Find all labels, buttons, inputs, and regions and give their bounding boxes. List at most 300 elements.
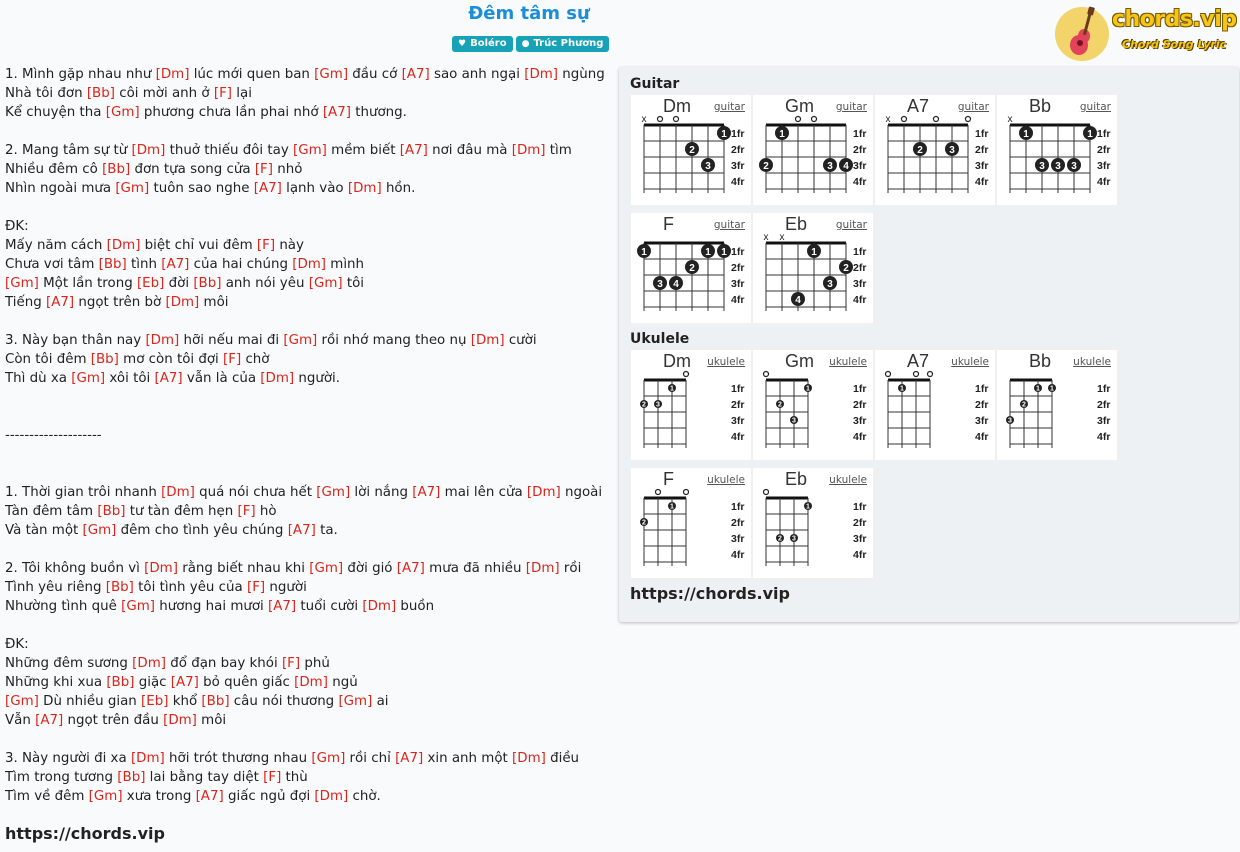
chord-mark[interactable]: [A7]	[253, 181, 282, 196]
guitar-link[interactable]: guitar	[713, 219, 745, 231]
lyric-line: Những đêm sương [Dm] đổ đạn bay khói [F] phủ	[5, 656, 330, 671]
chord-name: Eb	[785, 469, 808, 489]
open-string-marker	[966, 117, 971, 122]
chord-mark[interactable]: [Bb]	[90, 352, 119, 367]
nut	[766, 497, 808, 500]
finger-dot	[823, 158, 837, 172]
fret-label: 1fr	[731, 128, 745, 140]
fret-label: 4fr	[731, 176, 745, 188]
finger-number: 4	[843, 160, 849, 172]
finger-number: 1	[779, 128, 785, 140]
lyric-line: ĐK:	[5, 219, 29, 234]
chord-mark[interactable]: [Dm]	[155, 67, 190, 82]
artist-tag[interactable]	[516, 36, 610, 52]
open-string-marker	[928, 372, 933, 377]
finger-dot	[776, 400, 784, 409]
lyric-line: [Gm] Dù nhiều gian [Eb] khổ [Bb] câu nói thương [Gm] ai	[5, 694, 389, 709]
chord-name: F	[663, 214, 674, 234]
finger-number: 3	[792, 535, 796, 543]
fret-label: 4fr	[853, 549, 867, 561]
chord-mark[interactable]: [Bb]	[201, 694, 230, 709]
ukulele-chord-gm[interactable]	[753, 350, 873, 460]
fret-label: 2fr	[975, 399, 989, 411]
ukulele-link[interactable]: ukulele	[1073, 356, 1111, 368]
chord-mark[interactable]: [A7]	[268, 599, 297, 614]
chord-mark[interactable]: [Gm]	[82, 523, 117, 538]
chord-mark[interactable]: [Gm]	[308, 276, 343, 291]
fret-label: 1fr	[853, 501, 867, 513]
finger-dot	[804, 384, 812, 393]
fret-label: 3fr	[1097, 415, 1111, 427]
lyric-line: 1. Thời gian trôi nhanh [Dm] quá nói chưa hết [Gm] lời nắng [A7] mai lên cửa [Dm] ngoài	[5, 485, 603, 500]
guitar-link[interactable]: guitar	[1079, 101, 1111, 113]
finger-number: 1	[705, 246, 711, 258]
chord-name: Dm	[663, 351, 691, 371]
fret-label: 3fr	[975, 160, 989, 172]
lyric-line: Vẫn [A7] ngọt trên đầu [Dm] môi	[5, 713, 227, 728]
chord-mark[interactable]: [Gm]	[121, 599, 155, 614]
finger-dot	[701, 244, 715, 258]
person-icon: ●	[521, 39, 530, 49]
finger-number: 4	[795, 294, 801, 306]
chord-mark[interactable]: [F]	[223, 352, 242, 367]
finger-number: 3	[827, 278, 833, 290]
lyric-line	[5, 122, 617, 141]
chord-mark[interactable]: [F]	[281, 656, 301, 671]
fret-label: 1fr	[731, 383, 745, 395]
muted-string-marker: x	[763, 232, 769, 243]
chord-mark[interactable]: [A7]	[395, 751, 424, 766]
finger-dot	[637, 244, 651, 258]
lyric-line	[5, 312, 617, 331]
finger-number: 3	[949, 144, 955, 156]
lyric-line	[5, 464, 617, 483]
guitar-section-label: Guitar	[630, 76, 680, 92]
finger-dot	[669, 276, 683, 290]
nut	[644, 124, 724, 127]
finger-dot	[668, 502, 676, 511]
finger-number: 2	[778, 535, 782, 543]
fret-label: 2fr	[731, 517, 745, 529]
nut	[644, 242, 724, 245]
finger-number: 3	[1071, 160, 1077, 172]
chord-mark[interactable]: [Dm]	[470, 333, 505, 348]
lyric-line: 2. Tôi không buồn vì [Dm] rằng biết nhau khi [Gm] đời gió [A7] mưa đã nhiều [Dm] rồi	[5, 561, 582, 576]
finger-number: 2	[642, 401, 646, 409]
chord-name: Bb	[1029, 96, 1052, 116]
lyric-line: Và tàn một [Gm] đêm cho tình yêu chúng [A7] ta.	[5, 523, 338, 538]
chord-mark[interactable]: [Dm]	[130, 751, 165, 766]
finger-dot	[1006, 416, 1014, 425]
fret-label: 3fr	[975, 415, 989, 427]
fret-label: 1fr	[853, 246, 867, 258]
open-string-marker	[796, 117, 801, 122]
lyric-line: Chưa vơi tâm [Bb] tình [A7] của hai chúng [Dm] mình	[5, 257, 365, 272]
fret-label: 4fr	[1097, 431, 1111, 443]
finger-number: 2	[689, 262, 695, 274]
fret-label: 2fr	[731, 144, 745, 156]
fret-label: 3fr	[1097, 160, 1111, 172]
finger-dot	[775, 126, 789, 140]
muted-string-marker: x	[1007, 114, 1013, 125]
finger-number: 1	[670, 503, 674, 511]
chord-name: Bb	[1029, 351, 1052, 371]
finger-number: 1	[1023, 128, 1029, 140]
chord-mark[interactable]: [F]	[237, 504, 256, 519]
finger-number: 1	[641, 246, 647, 258]
chord-mark[interactable]: [Bb]	[105, 580, 134, 595]
lyric-line: [Gm] Một lần trong [Eb] đời [Bb] anh nói yêu [Gm] tôi	[5, 276, 365, 291]
chord-name: Dm	[663, 96, 691, 116]
finger-dot	[701, 158, 715, 172]
chord-mark[interactable]: [Dm]	[347, 181, 382, 196]
finger-dot	[1020, 400, 1028, 409]
ukulele-section-label: Ukulele	[630, 331, 690, 347]
guitar-chord-gm[interactable]	[753, 95, 873, 205]
chord-mark[interactable]: [A7]	[401, 67, 430, 82]
finger-dot	[776, 534, 784, 543]
chord-mark[interactable]: [A7]	[412, 485, 441, 500]
finger-dot	[1034, 384, 1042, 393]
finger-number: 3	[827, 160, 833, 172]
fret-label: 4fr	[1097, 176, 1111, 188]
chord-mark[interactable]: [Eb]	[136, 276, 165, 291]
fret-label: 2fr	[853, 144, 867, 156]
guitar-link[interactable]: guitar	[713, 101, 745, 113]
chord-mark[interactable]: [Bb]	[102, 162, 131, 177]
finger-number: 1	[721, 246, 727, 258]
chord-mark[interactable]: [Gm]	[316, 485, 351, 500]
open-string-marker	[812, 117, 817, 122]
chord-mark[interactable]: [Gm]	[71, 371, 106, 386]
fret-label: 3fr	[731, 160, 745, 172]
chord-name: A7	[907, 96, 930, 116]
nut	[1010, 124, 1090, 127]
chord-mark[interactable]: [Dm]	[163, 713, 197, 728]
lyric-line	[5, 445, 617, 464]
finger-dot	[1019, 126, 1033, 140]
finger-dot	[759, 158, 773, 172]
song-tags	[452, 36, 609, 52]
finger-dot	[1067, 158, 1081, 172]
ukulele-chord-f[interactable]	[631, 468, 751, 578]
chord-mark[interactable]: [Gm]	[338, 694, 373, 709]
chord-mark[interactable]: [A7]	[170, 675, 199, 690]
ukulele-chord-a7[interactable]	[875, 350, 995, 460]
chord-name: A7	[907, 351, 930, 371]
lyric-line	[5, 616, 617, 635]
finger-number: 2	[642, 519, 646, 527]
muted-string-marker: x	[779, 232, 785, 243]
fret-label: 2fr	[731, 399, 745, 411]
fret-label: 2fr	[853, 399, 867, 411]
chord-mark[interactable]: [Gm]	[115, 181, 150, 196]
finger-number: 1	[1050, 385, 1054, 393]
lyric-line: Thì dù xa [Gm] xôi tôi [A7] vẫn là của [Dm] người.	[5, 371, 340, 386]
finger-number: 3	[792, 417, 796, 425]
chord-mark[interactable]: [F]	[263, 770, 282, 785]
finger-number: 1	[1036, 385, 1040, 393]
genre-label: Boléro	[470, 38, 507, 49]
finger-number: 2	[689, 144, 695, 156]
finger-number: 2	[1022, 401, 1026, 409]
chord-mark[interactable]: [Gm]	[283, 333, 318, 348]
lyric-line	[5, 388, 617, 407]
ukulele-link[interactable]: ukulele	[707, 356, 745, 368]
lyric-line: Nhường tình quê [Gm] hương hai mươi [A7] tuổi cười [Dm] buồn	[5, 599, 435, 614]
finger-dot	[668, 384, 676, 393]
chord-mark[interactable]: [Dm]	[145, 333, 180, 348]
finger-dot	[823, 276, 837, 290]
panel-url[interactable]: https://chords.vip	[630, 584, 790, 603]
finger-number: 1	[806, 385, 810, 393]
ukulele-link[interactable]: ukulele	[829, 356, 867, 368]
finger-dot	[717, 126, 731, 140]
lyric-line: Tình yêu riêng [Bb] tôi tình yêu của [F] người	[5, 580, 307, 595]
lyric-line: 3. Này bạn thân nay [Dm] hỡi nếu mai đi [Gm] rồi nhớ mang theo nụ [Dm] cười	[5, 333, 537, 348]
chord-mark[interactable]: [Dm]	[524, 67, 559, 82]
open-string-marker	[674, 117, 679, 122]
finger-number: 3	[1008, 417, 1012, 425]
fret-label: 1fr	[731, 501, 745, 513]
finger-number: 2	[763, 160, 769, 172]
open-string-marker	[656, 490, 661, 495]
nut	[766, 124, 846, 127]
finger-dot	[898, 384, 906, 393]
open-string-marker	[886, 372, 891, 377]
chord-mark[interactable]: [Bb]	[117, 770, 146, 785]
lyric-line: ĐK:	[5, 637, 29, 652]
chord-mark[interactable]: [Gm]	[311, 751, 346, 766]
lyric-line: Nhìn ngoài mưa [Gm] tuôn sao nghe [A7] lạnh vào [Dm] hồn.	[5, 181, 416, 196]
chord-mark[interactable]: [A7]	[154, 371, 183, 386]
lyric-line: Tìm về đêm [Gm] xưa trong [A7] giấc ngủ đợi [Dm] chờ.	[5, 789, 381, 804]
chord-mark[interactable]: [Dm]	[512, 751, 546, 766]
finger-dot	[1051, 158, 1065, 172]
chord-mark[interactable]: [Dm]	[165, 295, 200, 310]
fret-label: 1fr	[975, 383, 989, 395]
ukulele-chord-dm[interactable]	[631, 350, 751, 460]
guitar-chord-eb[interactable]	[753, 213, 873, 323]
finger-number: 2	[917, 144, 923, 156]
chord-mark[interactable]: [Gm]	[5, 694, 39, 709]
chord-mark[interactable]: [Gm]	[105, 105, 140, 120]
chord-mark[interactable]: [Dm]	[294, 675, 328, 690]
finger-dot	[685, 260, 699, 274]
chord-mark[interactable]: [Bb]	[193, 276, 222, 291]
fret-label: 3fr	[853, 415, 867, 427]
finger-number: 1	[721, 128, 727, 140]
chord-mark[interactable]: [Eb]	[141, 694, 169, 709]
fret-label: 2fr	[1097, 144, 1111, 156]
genre-tag[interactable]	[452, 36, 513, 52]
nut	[766, 242, 846, 245]
chord-mark[interactable]: [A7]	[322, 105, 351, 120]
lyric-line: Còn tôi đêm [Bb] mơ còn tôi đợi [F] chờ	[5, 352, 270, 367]
fret-label: 1fr	[853, 383, 867, 395]
fret-label: 3fr	[853, 533, 867, 545]
fret-label: 2fr	[853, 517, 867, 529]
fret-label: 3fr	[731, 415, 745, 427]
finger-number: 1	[806, 503, 810, 511]
guitar-link[interactable]: guitar	[957, 101, 989, 113]
chord-mark[interactable]: [Gm]	[88, 789, 123, 804]
finger-dot	[653, 276, 667, 290]
open-string-marker	[764, 490, 769, 495]
finger-dot	[717, 244, 731, 258]
lyric-line	[5, 407, 617, 426]
finger-dot	[913, 142, 927, 156]
chord-mark[interactable]: [Gm]	[314, 67, 349, 82]
lyric-line: Nhiều đêm cô [Bb] đơn tựa song cửa [F] nhỏ	[5, 162, 303, 177]
open-string-marker	[684, 490, 689, 495]
fret-label: 4fr	[853, 176, 867, 188]
chord-mark[interactable]: [F]	[213, 86, 233, 101]
chord-mark[interactable]: [F]	[247, 580, 266, 595]
lyric-line: Kể chuyện tha [Gm] phương chưa lần phai nhớ [A7] thương.	[5, 105, 407, 120]
finger-number: 3	[705, 160, 711, 172]
lyric-line: Nhà tôi đơn [Bb] côi mời anh ở [F] lại	[5, 86, 252, 101]
ukulele-chord-bb[interactable]	[997, 350, 1117, 460]
chord-mark[interactable]: [Dm]	[161, 485, 195, 500]
chord-name: Gm	[785, 351, 814, 371]
ukulele-link[interactable]: ukulele	[829, 474, 867, 486]
open-string-marker	[658, 117, 663, 122]
footer-url[interactable]: https://chords.vip	[5, 824, 165, 843]
chord-mark[interactable]: [Dm]	[260, 371, 295, 386]
fret-label: 2fr	[853, 262, 867, 274]
ukulele-chord-eb[interactable]	[753, 468, 873, 578]
fret-label: 1fr	[731, 246, 745, 258]
finger-number: 2	[778, 401, 782, 409]
fret-label: 4fr	[975, 431, 989, 443]
guitar-link[interactable]: guitar	[835, 101, 867, 113]
finger-dot	[1083, 126, 1097, 140]
open-string-marker	[914, 372, 919, 377]
fret-label: 1fr	[853, 128, 867, 140]
fret-label: 2fr	[1097, 399, 1111, 411]
logo-subtitle: Chord Song Lyric	[1122, 38, 1227, 51]
chord-mark[interactable]: [A7]	[399, 143, 428, 158]
fret-label: 3fr	[853, 278, 867, 290]
open-string-marker	[764, 372, 769, 377]
artist-label: Trúc Phương	[533, 38, 604, 49]
chord-mark[interactable]: [A7]	[287, 523, 316, 538]
guitar-link[interactable]: guitar	[835, 219, 867, 231]
chord-mark[interactable]: [A7]	[195, 789, 224, 804]
guitar-chord-f[interactable]	[631, 213, 751, 323]
chord-mark[interactable]: [Dm]	[292, 257, 327, 272]
finger-number: 1	[1087, 128, 1093, 140]
fret-label: 4fr	[731, 549, 745, 561]
guitar-chord-dm[interactable]	[631, 95, 751, 205]
lyric-line: --------------------	[5, 428, 102, 443]
chord-mark[interactable]: [Dm]	[132, 656, 166, 671]
guitar-logo-icon	[1053, 3, 1113, 63]
lyric-line: Tàn đêm tâm [Bb] tư tàn đêm hẹn [F] hò	[5, 504, 277, 519]
chord-mark[interactable]: [Dm]	[511, 143, 546, 158]
nut	[888, 379, 930, 382]
finger-number: 4	[673, 278, 679, 290]
nut	[644, 379, 686, 382]
finger-dot	[839, 260, 853, 274]
muted-string-marker: x	[885, 114, 891, 125]
guitar-chord-bb[interactable]	[997, 95, 1117, 205]
finger-dot	[791, 292, 805, 306]
finger-dot	[790, 416, 798, 425]
finger-dot	[1035, 158, 1049, 172]
lyric-line: Mấy năm cách [Dm] biệt chỉ vui đêm [F] này	[5, 238, 304, 253]
song-title: Đêm tâm sự	[468, 3, 590, 24]
chord-mark[interactable]: [Bb]	[98, 257, 127, 272]
lyric-line: 1. Mình gặp nhau như [Dm] lúc mới quen ban [Gm] đầu cớ [A7] sao anh ngại [Dm] ngùng	[5, 67, 605, 82]
ukulele-link[interactable]: ukulele	[951, 356, 989, 368]
fret-label: 1fr	[1097, 383, 1111, 395]
chord-mark[interactable]: [Gm]	[5, 276, 39, 291]
nut	[888, 124, 968, 127]
finger-dot	[790, 534, 798, 543]
chord-mark[interactable]: [A7]	[396, 561, 425, 576]
lyric-line	[5, 730, 617, 749]
chord-mark[interactable]: [A7]	[161, 257, 190, 272]
finger-dot	[804, 502, 812, 511]
chord-mark[interactable]: [Bb]	[97, 504, 126, 519]
chord-mark[interactable]: [F]	[256, 238, 276, 253]
guitar-chord-a7[interactable]	[875, 95, 995, 205]
finger-dot	[685, 142, 699, 156]
open-string-marker	[902, 117, 907, 122]
chord-mark[interactable]: [Gm]	[309, 561, 344, 576]
muted-string-marker: x	[641, 114, 647, 125]
chord-mark[interactable]: [Bb]	[106, 675, 135, 690]
fret-label: 4fr	[731, 431, 745, 443]
chord-mark[interactable]: [Dm]	[144, 561, 178, 576]
chord-mark[interactable]: [A7]	[45, 295, 75, 310]
finger-number: 3	[1055, 160, 1061, 172]
chord-name: Eb	[785, 214, 808, 234]
fret-label: 4fr	[731, 294, 745, 306]
chord-mark[interactable]: [Dm]	[526, 485, 561, 500]
heart-music-icon: ♥	[458, 39, 467, 49]
fret-label: 2fr	[975, 144, 989, 156]
nut	[1010, 379, 1052, 382]
chord-mark[interactable]: [Dm]	[525, 561, 560, 576]
chord-mark[interactable]: [Gm]	[293, 143, 327, 158]
chord-mark[interactable]: [Dm]	[362, 599, 397, 614]
fret-label: 4fr	[853, 431, 867, 443]
lyric-line	[5, 198, 617, 217]
chord-mark[interactable]: [F]	[254, 162, 273, 177]
fret-label: 3fr	[731, 278, 745, 290]
nut	[644, 497, 686, 500]
finger-dot	[1048, 384, 1056, 393]
chord-mark[interactable]: [Bb]	[86, 86, 115, 101]
chord-mark[interactable]: [Dm]	[314, 789, 349, 804]
finger-dot	[654, 400, 662, 409]
finger-number: 1	[811, 246, 817, 258]
fret-label: 4fr	[853, 294, 867, 306]
chord-mark[interactable]: [A7]	[35, 713, 64, 728]
finger-dot	[839, 158, 853, 172]
lyric-line: Tiếng [A7] ngọt trên bờ [Dm] môi	[5, 295, 229, 310]
chord-name: Gm	[785, 96, 814, 116]
chord-mark[interactable]: [Dm]	[106, 238, 141, 253]
ukulele-link[interactable]: ukulele	[707, 474, 745, 486]
finger-number: 1	[900, 385, 904, 393]
chord-mark[interactable]: [Dm]	[131, 143, 166, 158]
fret-label: 2fr	[731, 262, 745, 274]
open-string-marker	[934, 117, 939, 122]
